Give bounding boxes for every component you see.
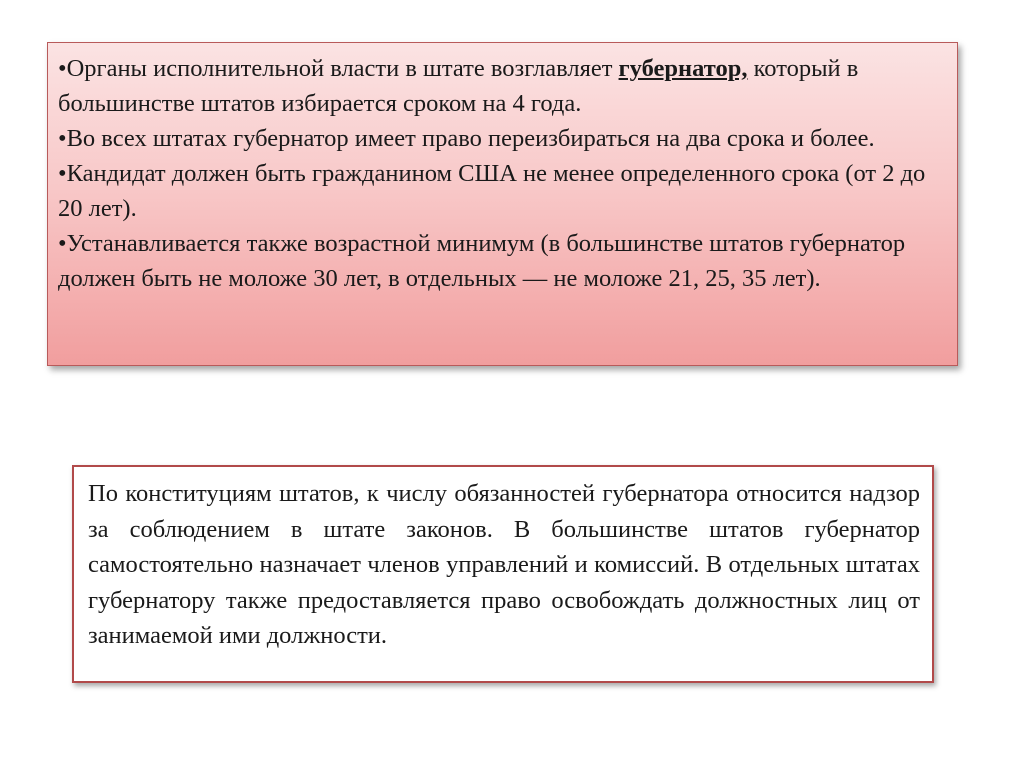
governor-duties-box — [72, 465, 934, 683]
bullet-text: Устанавливается также возрастной минимум (в большинстве штатов губернатор должен быть не моложе 30 лет, в отдельных — не моложе 21, 25, 35 лет). — [58, 230, 906, 292]
bullet-text: Во всех штатах губернатор имеет право переизбираться на два срока и более. — [66, 125, 875, 152]
bullet-marker: • — [58, 230, 67, 257]
bullet-item — [58, 51, 943, 121]
bullet-marker: • — [58, 125, 67, 152]
governor-facts-box — [47, 42, 958, 366]
bullet-text-continued: который в большинстве штатов избирается сроком на 4 года. — [58, 55, 859, 117]
bullet-text: Органы исполнительной власти в штате возглавляет — [66, 55, 619, 82]
bullet-item — [58, 121, 943, 156]
bullet-text: Кандидат должен быть гражданином США не менее определенного срока (от 2 до 20 лет). — [58, 160, 926, 222]
governor-emphasis: губернатор, — [618, 55, 748, 82]
bullet-item — [58, 226, 943, 296]
bullet-marker: • — [58, 55, 67, 82]
duties-paragraph: По конституциям штатов, к числу обязанностей губернатора относится надзор за соблюдением в штате законов. В большинстве штатов губернатор самостоятельно назначает членов управлений и комиссий. В отдельных штатах губернатору также предоставляется право освобождать должностных лиц от занимаемой ими должности. — [88, 480, 920, 649]
bullet-marker: • — [58, 160, 67, 187]
bullet-item — [58, 156, 943, 226]
